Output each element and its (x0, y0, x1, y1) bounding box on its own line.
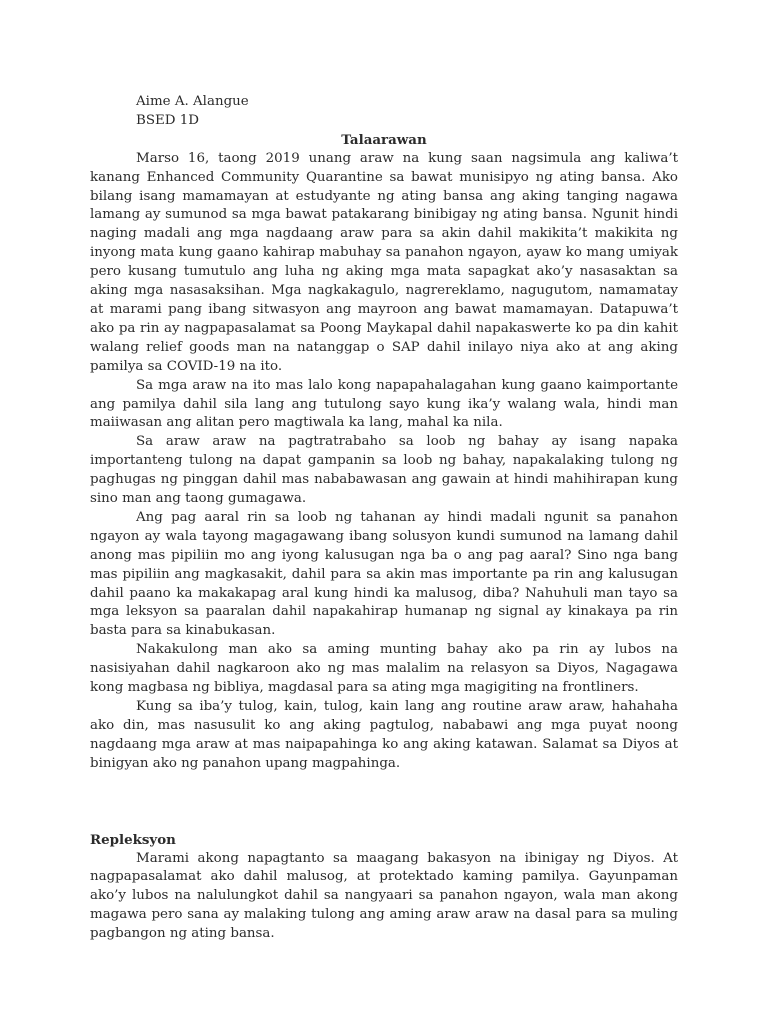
document-body (90, 93, 678, 944)
paragraph-5: Nakakulong man ako sa aming munting bahay ako pa rin ay lubos na nasisiyahan dahil nagkaroon ako ng mas malalim na relasyon sa Diyos, Nagagawa kong magbasa ng bibliya, magdasal para sa ating mga magigiting na frontliners. (90, 642, 678, 696)
paragraph-1: Marso 16, taong 2019 unang araw na kung saan nagsimula ang kaliwa’t kanang Enhanced Community Quarantine sa bawat munisipyo ng ating bansa. Ako bilang isang mamamayan at estudyante ng ating bansa ang aking tanging nagawa lamang ay sumunod sa mga bawat patakarang binibigay ng ating bansa. Ngunit hindi naging madali ang mga nagdaang araw para sa akin dahil makikita’t makikita ng inyong mata kung gaano kahirap mabuhay sa panahon ngayon, ayaw ko mang umiyak pero kusang tumutulo ang luha ng aking mga mata sapagkat ako’y nasasaktan sa aking mga nasasaksihan. Mga nagkakagulo, nagrereklamo, nagugutom, namamatay at marami pang ibang sitwasyon ang mayroon ang bawat mamamayan. Datapuwa’t ako pa rin ay nagpapasalamat sa Poong Maykapal dahil napakaswerte ko pa din kahit walang relief goods man na natanggap o SAP dahil inilayo niya ako at ang aking pamilya sa COVID-19 na ito. (90, 150, 678, 374)
document-title: Talaarawan (341, 131, 427, 148)
paragraph-6: Kung sa iba’y tulog, kain, tulog, kain lang ang routine araw araw, hahahaha ako din, mas nasusulit ko ang aking pagtulog, nababawi ang mga puyat noong nagdaang mga araw at mas naipapahinga ko ang aking katawan. Salamat sa Diyos at binigyan ako ng panahon upang magpahinga. (90, 699, 678, 771)
reflection-heading: Repleksyon (90, 831, 176, 848)
section-label: BSED 1D (136, 112, 200, 128)
author-name: Aime A. Alangue (136, 94, 249, 109)
paragraph-3: Sa araw araw na pagtratrabaho sa loob ng bahay ay isang napaka importanteng tulong na dapat gampanin sa loob ng bahay, napakalaking tulong ng paghugas ng pinggan dahil mas nababawasan ang gawain at hindi mahihirapan kung sino man ang taong gumagawa. (90, 434, 678, 507)
paragraph-4: Ang pag aaral rin sa loob ng tahanan ay hindi madali ngunit sa panahon ngayon ay wala tayong magagawang ibang solusyon kundi sumunod na lamang dahil anong mas pipiliin mo ang iyong kalusugan nga ba o ang pag aaral? Sino nga bang mas pipiliin ang magkasakit, dahil para sa akin mas importante pa rin ang kalusugan dahil paano ka makakapag aral kung hindi ka malusog, diba? Nahuhuli man tayo sa mga leksyon sa paaralan dahil napakahirap humanap ng signal ay kinakaya pa rin basta para sa kinabukasan. (90, 509, 678, 639)
paragraph-2: Sa mga araw na ito mas lalo kong napapahalagahan kung gaano kaimportante ang pamilya dahil sila lang ang tutulong sayo kung ika’y walang wala, hindi man maiiwasan ang alitan pero magtiwala ka lang, mahal ka nila. (90, 377, 678, 431)
reflection-paragraph: Marami akong napagtanto sa maagang bakasyon na ibinigay ng Diyos. At nagpapasalamat ako dahil malusog, at protektado kaming pamilya. Gayunpaman ako’y lubos na nalulungkot dahil sa nangyaari sa panahon ngayon, wala man akong magawa pero sana ay malaking tulong ang aming araw araw na dasal para sa muling pagbangon ng ating bansa. (90, 850, 678, 942)
